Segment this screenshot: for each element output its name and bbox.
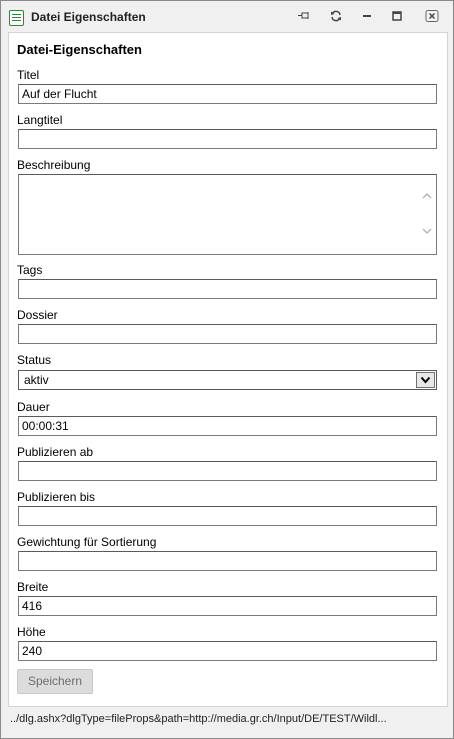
chevron-down-icon[interactable] bbox=[416, 372, 435, 388]
status-bar bbox=[1, 707, 453, 737]
refresh-icon[interactable] bbox=[327, 8, 345, 26]
form-heading: Datei-Eigenschaften bbox=[17, 42, 142, 57]
status-value: aktiv bbox=[24, 373, 49, 387]
minimize-icon[interactable] bbox=[358, 8, 376, 26]
titel-label: Titel bbox=[17, 68, 40, 82]
dossier-field[interactable] bbox=[18, 324, 437, 344]
breite-field[interactable]: 416 bbox=[18, 596, 437, 616]
gewichtung-label: Gewichtung für Sortierung bbox=[17, 535, 157, 549]
status-url: ../dlg.ashx?dlgType=fileProps&path=http://media.gr.ch/Input/DE/TEST/Wildl... bbox=[10, 713, 387, 725]
beschreibung-textarea[interactable] bbox=[18, 174, 437, 255]
dauer-label: Dauer bbox=[17, 400, 50, 414]
window-title: Datei Eigenschaften bbox=[31, 10, 146, 24]
dauer-field[interactable]: 00:00:31 bbox=[18, 416, 437, 436]
langtitel-label: Langtitel bbox=[17, 113, 63, 127]
breite-label: Breite bbox=[17, 580, 49, 594]
pin-icon[interactable] bbox=[295, 8, 313, 26]
titel-field[interactable]: Auf der Flucht bbox=[18, 84, 437, 104]
publizieren-ab-field[interactable] bbox=[18, 461, 437, 481]
publizieren-bis-field[interactable] bbox=[18, 506, 437, 526]
save-button[interactable]: Speichern bbox=[17, 669, 93, 694]
publizieren-ab-label: Publizieren ab bbox=[17, 445, 94, 459]
close-icon[interactable] bbox=[423, 8, 441, 26]
gewichtung-field[interactable] bbox=[18, 551, 437, 571]
scroll-down-icon[interactable] bbox=[420, 225, 434, 239]
document-icon bbox=[9, 10, 24, 26]
status-label: Status bbox=[17, 353, 52, 367]
langtitel-field[interactable] bbox=[18, 129, 437, 149]
dossier-label: Dossier bbox=[17, 308, 58, 322]
title-bar[interactable] bbox=[1, 1, 453, 31]
publizieren-bis-label: Publizieren bis bbox=[17, 490, 96, 504]
status-select[interactable] bbox=[18, 370, 437, 390]
tags-field[interactable] bbox=[18, 279, 437, 299]
beschreibung-label: Beschreibung bbox=[17, 158, 91, 172]
hoehe-field[interactable]: 240 bbox=[18, 641, 437, 661]
maximize-icon[interactable] bbox=[388, 8, 406, 26]
hoehe-label: Höhe bbox=[17, 625, 46, 639]
scroll-up-icon[interactable] bbox=[420, 190, 434, 204]
tags-label: Tags bbox=[17, 263, 43, 277]
form-panel bbox=[8, 32, 448, 707]
